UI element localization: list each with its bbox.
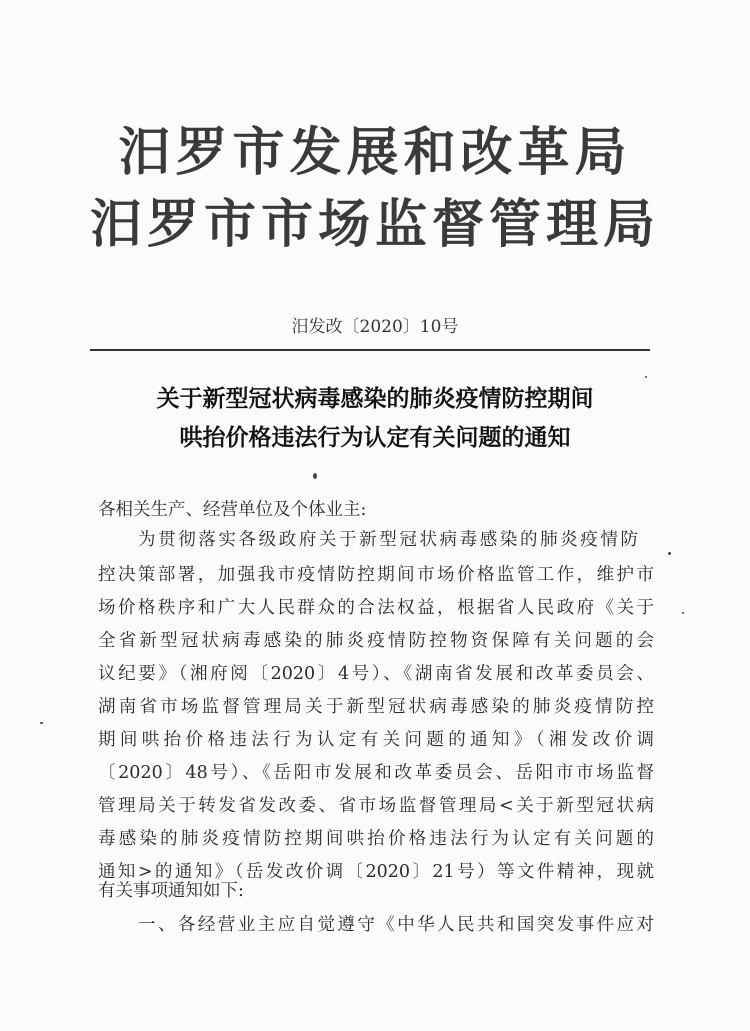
body-line: 湖南省市场监督管理局关于新型冠状病毒感染的肺炎疫情防控: [98, 697, 654, 717]
body-line: 毒感染的肺炎疫情防控期间哄抬价格违法行为认定有关问题的: [98, 829, 654, 849]
header-divider: [90, 349, 650, 351]
body-line: 一、各经营业主应自觉遵守《中华人民共和国突发事件应对: [138, 915, 654, 935]
body-line: 场价格秩序和广大人民群众的合法权益，根据省人民政府《关于: [98, 598, 654, 618]
body-line: 议纪要》（湘府阅〔2020〕4号）、《湖南省发展和改革委员会、: [98, 664, 654, 684]
body-line: 为贯彻落实各级政府关于新型冠状病毒感染的肺炎疫情防: [138, 530, 638, 550]
document-number: 汨发改〔2020〕10号: [291, 317, 459, 337]
issuing-org-2: 汨罗市市场监督管理局: [89, 194, 660, 255]
salutation: 各相关生产、经营单位及个体业主:: [98, 500, 367, 520]
scan-speck: [313, 473, 317, 479]
body-line: 管理局关于转发省发改委、省市场监督管理局<关于新型冠状病: [98, 796, 654, 816]
body-line: 通知>的通知》（岳发改价调〔2020〕21号）等文件精神，现就: [98, 862, 654, 882]
body-line: 全省新型冠状病毒感染的肺炎疫情防控物资保障有关问题的会: [98, 631, 654, 651]
scan-speck: [668, 552, 671, 555]
notice-title-line-1: 关于新型冠状病毒感染的肺炎疫情防控期间: [156, 385, 594, 412]
body-line: 〔2020〕48号）、《岳阳市发展和改革委员会、岳阳市市场监督: [98, 763, 654, 783]
body-line: 控决策部署，加强我市疫情防控期间市场价格监管工作，维护市: [98, 565, 654, 585]
notice-title-line-2: 哄抬价格违法行为认定有关问题的通知: [179, 424, 571, 451]
scan-speck: [40, 722, 43, 724]
body-line: 有关事项通知如下:: [98, 881, 244, 901]
body-line: 期间哄抬价格违法行为认定有关问题的通知》（湘发改价调: [98, 730, 654, 750]
scan-speck: [645, 376, 647, 378]
issuing-org-1: 汨罗市发展和改革局: [118, 122, 632, 183]
scan-speck: [682, 612, 684, 614]
